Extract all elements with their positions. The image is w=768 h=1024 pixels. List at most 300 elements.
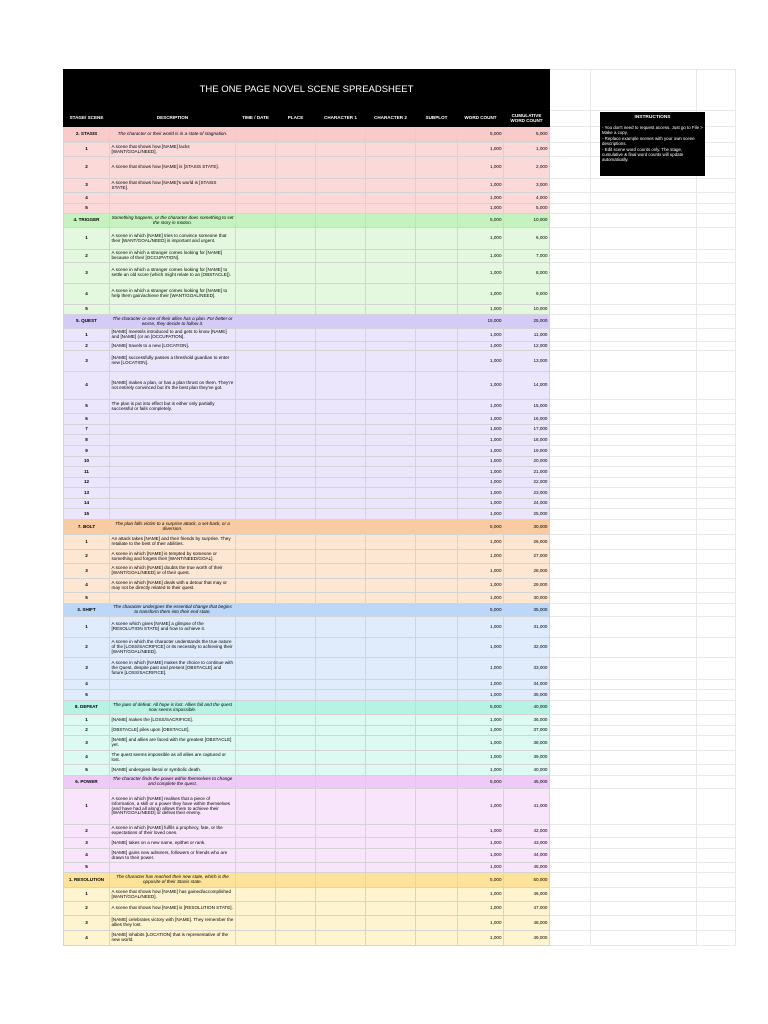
empty-cell[interactable] bbox=[697, 690, 736, 701]
empty-cell[interactable] bbox=[550, 916, 591, 931]
empty-cell[interactable] bbox=[697, 776, 736, 789]
character-1-cell[interactable] bbox=[316, 435, 366, 446]
subplot-cell[interactable] bbox=[416, 488, 458, 499]
word-count-cell[interactable]: 1,000 bbox=[458, 351, 504, 372]
subplot-cell[interactable] bbox=[416, 457, 458, 467]
cumulative-word-count-cell[interactable]: 26,000 bbox=[504, 535, 550, 550]
subplot-cell[interactable] bbox=[416, 789, 458, 825]
character-1-cell[interactable] bbox=[316, 765, 366, 776]
character-2-cell[interactable] bbox=[366, 179, 416, 193]
character-1-cell[interactable] bbox=[316, 825, 366, 838]
character-1-cell[interactable] bbox=[316, 789, 366, 825]
subplot-cell[interactable] bbox=[416, 776, 458, 789]
cumulative-word-count-cell[interactable]: 24,000 bbox=[504, 499, 550, 509]
time-date-cell[interactable] bbox=[236, 446, 276, 457]
time-date-cell[interactable] bbox=[236, 305, 276, 315]
cumulative-word-count-cell[interactable]: 10,000 bbox=[504, 214, 550, 228]
empty-cell[interactable] bbox=[591, 715, 697, 726]
subplot-cell[interactable] bbox=[416, 143, 458, 157]
empty-cell[interactable] bbox=[697, 617, 736, 638]
subplot-cell[interactable] bbox=[416, 372, 458, 400]
empty-cell[interactable] bbox=[591, 617, 697, 638]
place-cell[interactable] bbox=[276, 638, 316, 658]
empty-cell[interactable] bbox=[697, 305, 736, 315]
scene-number[interactable]: 2 bbox=[64, 342, 110, 351]
place-cell[interactable] bbox=[276, 315, 316, 329]
subplot-cell[interactable] bbox=[416, 579, 458, 593]
place-cell[interactable] bbox=[276, 658, 316, 680]
cumulative-word-count-cell[interactable]: 30,000 bbox=[504, 520, 550, 535]
character-1-cell[interactable] bbox=[316, 520, 366, 535]
empty-cell[interactable] bbox=[550, 425, 591, 435]
time-date-cell[interactable] bbox=[236, 193, 276, 204]
empty-cell[interactable] bbox=[550, 342, 591, 351]
place-cell[interactable] bbox=[276, 488, 316, 499]
column-header[interactable]: PLACE bbox=[276, 111, 316, 127]
description-cell[interactable]: [NAME] successfully passes a threshold guardian to enter new [LOCATION]. bbox=[110, 351, 236, 372]
subplot-cell[interactable] bbox=[416, 751, 458, 765]
description-cell[interactable]: A scene in which [NAME] tries to convince someone that their [WANT/GOAL/NEED] is important and urgent. bbox=[110, 228, 236, 250]
scene-number[interactable]: 2 bbox=[64, 902, 110, 916]
character-1-cell[interactable] bbox=[316, 680, 366, 690]
scene-number[interactable]: 2 bbox=[64, 726, 110, 736]
description-cell[interactable]: [NAME] gains new admirers, followers or friends who are drawn to their power. bbox=[110, 849, 236, 863]
empty-cell[interactable] bbox=[697, 535, 736, 550]
place-cell[interactable] bbox=[276, 715, 316, 726]
empty-cell[interactable] bbox=[550, 228, 591, 250]
character-1-cell[interactable] bbox=[316, 726, 366, 736]
cumulative-word-count-cell[interactable]: 5,000 bbox=[504, 127, 550, 143]
place-cell[interactable] bbox=[276, 873, 316, 888]
subplot-cell[interactable] bbox=[416, 193, 458, 204]
empty-cell[interactable] bbox=[591, 478, 697, 488]
cumulative-word-count-cell[interactable]: 7,000 bbox=[504, 250, 550, 263]
word-count-cell[interactable]: 1,000 bbox=[458, 425, 504, 435]
empty-cell[interactable] bbox=[550, 214, 591, 228]
time-date-cell[interactable] bbox=[236, 143, 276, 157]
character-2-cell[interactable] bbox=[366, 838, 416, 849]
cumulative-word-count-cell[interactable]: 4,000 bbox=[504, 193, 550, 204]
empty-cell[interactable] bbox=[550, 414, 591, 425]
empty-cell[interactable] bbox=[591, 305, 697, 315]
place-cell[interactable] bbox=[276, 838, 316, 849]
empty-cell[interactable] bbox=[697, 488, 736, 499]
empty-cell[interactable] bbox=[550, 179, 591, 193]
empty-cell[interactable] bbox=[591, 400, 697, 414]
empty-cell[interactable] bbox=[697, 916, 736, 931]
word-count-cell[interactable]: 1,000 bbox=[458, 680, 504, 690]
character-1-cell[interactable] bbox=[316, 916, 366, 931]
scene-number[interactable]: 4 bbox=[64, 193, 110, 204]
word-count-cell[interactable]: 1,000 bbox=[458, 789, 504, 825]
empty-cell[interactable] bbox=[697, 726, 736, 736]
place-cell[interactable] bbox=[276, 305, 316, 315]
character-1-cell[interactable] bbox=[316, 499, 366, 509]
empty-cell[interactable] bbox=[697, 715, 736, 726]
subplot-cell[interactable] bbox=[416, 902, 458, 916]
character-1-cell[interactable] bbox=[316, 736, 366, 751]
empty-cell[interactable] bbox=[591, 315, 697, 329]
scene-number[interactable]: 5 bbox=[64, 593, 110, 604]
character-1-cell[interactable] bbox=[316, 425, 366, 435]
word-count-cell[interactable]: 1,000 bbox=[458, 888, 504, 902]
empty-cell[interactable] bbox=[697, 902, 736, 916]
empty-cell[interactable] bbox=[697, 736, 736, 751]
place-cell[interactable] bbox=[276, 520, 316, 535]
description-cell[interactable] bbox=[110, 425, 236, 435]
character-2-cell[interactable] bbox=[366, 888, 416, 902]
empty-cell[interactable] bbox=[591, 351, 697, 372]
subplot-cell[interactable] bbox=[416, 680, 458, 690]
character-2-cell[interactable] bbox=[366, 690, 416, 701]
subplot-cell[interactable] bbox=[416, 736, 458, 751]
character-1-cell[interactable] bbox=[316, 888, 366, 902]
cumulative-word-count-cell[interactable]: 28,000 bbox=[504, 564, 550, 579]
subplot-cell[interactable] bbox=[416, 863, 458, 873]
cumulative-word-count-cell[interactable]: 44,000 bbox=[504, 849, 550, 863]
empty-cell[interactable] bbox=[591, 457, 697, 467]
word-count-cell[interactable]: 1,000 bbox=[458, 157, 504, 179]
description-cell[interactable]: The plan falls victim to a surprise attack, a set-back, or a diversion. bbox=[110, 520, 236, 535]
empty-cell[interactable] bbox=[697, 435, 736, 446]
place-cell[interactable] bbox=[276, 457, 316, 467]
time-date-cell[interactable] bbox=[236, 179, 276, 193]
place-cell[interactable] bbox=[276, 214, 316, 228]
time-date-cell[interactable] bbox=[236, 715, 276, 726]
character-1-cell[interactable] bbox=[316, 638, 366, 658]
empty-cell[interactable] bbox=[550, 680, 591, 690]
character-2-cell[interactable] bbox=[366, 263, 416, 284]
empty-cell[interactable] bbox=[591, 329, 697, 342]
description-cell[interactable] bbox=[110, 488, 236, 499]
cumulative-word-count-cell[interactable]: 31,000 bbox=[504, 617, 550, 638]
word-count-cell[interactable]: 1,000 bbox=[458, 499, 504, 509]
character-2-cell[interactable] bbox=[366, 214, 416, 228]
time-date-cell[interactable] bbox=[236, 825, 276, 838]
empty-cell[interactable] bbox=[697, 701, 736, 715]
character-1-cell[interactable] bbox=[316, 701, 366, 715]
scene-number[interactable]: 2 bbox=[64, 250, 110, 263]
empty-cell[interactable] bbox=[591, 863, 697, 873]
scene-number[interactable]: 4 bbox=[64, 284, 110, 305]
empty-cell[interactable] bbox=[591, 372, 697, 400]
character-1-cell[interactable] bbox=[316, 467, 366, 478]
character-2-cell[interactable] bbox=[366, 776, 416, 789]
character-1-cell[interactable] bbox=[316, 863, 366, 873]
empty-cell[interactable] bbox=[697, 863, 736, 873]
empty-cell[interactable] bbox=[591, 70, 697, 111]
scene-number[interactable]: 4 bbox=[64, 849, 110, 863]
word-count-cell[interactable]: 1,000 bbox=[458, 342, 504, 351]
character-2-cell[interactable] bbox=[366, 701, 416, 715]
cumulative-word-count-cell[interactable]: 34,000 bbox=[504, 680, 550, 690]
time-date-cell[interactable] bbox=[236, 372, 276, 400]
empty-cell[interactable] bbox=[550, 305, 591, 315]
scene-number[interactable]: 1 bbox=[64, 715, 110, 726]
character-2-cell[interactable] bbox=[366, 414, 416, 425]
empty-cell[interactable] bbox=[591, 849, 697, 863]
place-cell[interactable] bbox=[276, 604, 316, 617]
empty-cell[interactable] bbox=[697, 499, 736, 509]
scene-number[interactable]: 10 bbox=[64, 457, 110, 467]
subplot-cell[interactable] bbox=[416, 873, 458, 888]
description-cell[interactable] bbox=[110, 509, 236, 520]
character-2-cell[interactable] bbox=[366, 435, 416, 446]
cumulative-word-count-cell[interactable]: 33,000 bbox=[504, 658, 550, 680]
character-2-cell[interactable] bbox=[366, 228, 416, 250]
cumulative-word-count-cell[interactable]: 19,000 bbox=[504, 446, 550, 457]
word-count-cell[interactable]: 1,000 bbox=[458, 765, 504, 776]
empty-cell[interactable] bbox=[550, 535, 591, 550]
empty-cell[interactable] bbox=[591, 593, 697, 604]
empty-cell[interactable] bbox=[550, 143, 591, 157]
description-cell[interactable]: The character or their world is in a state of stagnation. bbox=[110, 127, 236, 143]
place-cell[interactable] bbox=[276, 550, 316, 564]
character-2-cell[interactable] bbox=[366, 751, 416, 765]
description-cell[interactable] bbox=[110, 499, 236, 509]
cumulative-word-count-cell[interactable]: 23,000 bbox=[504, 488, 550, 499]
cumulative-word-count-cell[interactable]: 18,000 bbox=[504, 435, 550, 446]
empty-cell[interactable] bbox=[550, 838, 591, 849]
subplot-cell[interactable] bbox=[416, 425, 458, 435]
empty-cell[interactable] bbox=[697, 425, 736, 435]
subplot-cell[interactable] bbox=[416, 931, 458, 946]
stage-label[interactable]: 7. BOLT bbox=[64, 520, 110, 535]
place-cell[interactable] bbox=[276, 849, 316, 863]
description-cell[interactable]: Something happens, or the character does something to set the story in motion. bbox=[110, 214, 236, 228]
subplot-cell[interactable] bbox=[416, 617, 458, 638]
scene-number[interactable]: 1 bbox=[64, 143, 110, 157]
cumulative-word-count-cell[interactable]: 35,000 bbox=[504, 690, 550, 701]
time-date-cell[interactable] bbox=[236, 478, 276, 488]
character-2-cell[interactable] bbox=[366, 765, 416, 776]
character-2-cell[interactable] bbox=[366, 488, 416, 499]
character-1-cell[interactable] bbox=[316, 776, 366, 789]
empty-cell[interactable] bbox=[697, 342, 736, 351]
empty-cell[interactable] bbox=[697, 751, 736, 765]
subplot-cell[interactable] bbox=[416, 520, 458, 535]
character-2-cell[interactable] bbox=[366, 593, 416, 604]
subplot-cell[interactable] bbox=[416, 400, 458, 414]
cumulative-word-count-cell[interactable]: 16,000 bbox=[504, 414, 550, 425]
empty-cell[interactable] bbox=[550, 70, 591, 111]
scene-number[interactable]: 3 bbox=[64, 351, 110, 372]
subplot-cell[interactable] bbox=[416, 228, 458, 250]
empty-cell[interactable] bbox=[697, 593, 736, 604]
character-2-cell[interactable] bbox=[366, 315, 416, 329]
place-cell[interactable] bbox=[276, 372, 316, 400]
scene-number[interactable]: 3 bbox=[64, 838, 110, 849]
empty-cell[interactable] bbox=[591, 873, 697, 888]
empty-cell[interactable] bbox=[550, 351, 591, 372]
stage-label[interactable]: 4. TRIGGER bbox=[64, 214, 110, 228]
time-date-cell[interactable] bbox=[236, 888, 276, 902]
character-2-cell[interactable] bbox=[366, 372, 416, 400]
subplot-cell[interactable] bbox=[416, 550, 458, 564]
word-count-cell[interactable]: 5,000 bbox=[458, 873, 504, 888]
empty-cell[interactable] bbox=[550, 564, 591, 579]
scene-number[interactable]: 5 bbox=[64, 690, 110, 701]
character-1-cell[interactable] bbox=[316, 838, 366, 849]
empty-cell[interactable] bbox=[550, 250, 591, 263]
empty-cell[interactable] bbox=[550, 193, 591, 204]
scene-number[interactable]: 9 bbox=[64, 446, 110, 457]
subplot-cell[interactable] bbox=[416, 305, 458, 315]
word-count-cell[interactable]: 1,000 bbox=[458, 849, 504, 863]
cumulative-word-count-cell[interactable]: 38,000 bbox=[504, 736, 550, 751]
place-cell[interactable] bbox=[276, 751, 316, 765]
empty-cell[interactable] bbox=[550, 400, 591, 414]
character-2-cell[interactable] bbox=[366, 250, 416, 263]
word-count-cell[interactable]: 1,000 bbox=[458, 715, 504, 726]
empty-cell[interactable] bbox=[591, 204, 697, 214]
place-cell[interactable] bbox=[276, 157, 316, 179]
character-2-cell[interactable] bbox=[366, 351, 416, 372]
character-2-cell[interactable] bbox=[366, 736, 416, 751]
subplot-cell[interactable] bbox=[416, 315, 458, 329]
empty-cell[interactable] bbox=[591, 736, 697, 751]
subplot-cell[interactable] bbox=[416, 638, 458, 658]
empty-cell[interactable] bbox=[591, 435, 697, 446]
empty-cell[interactable] bbox=[550, 509, 591, 520]
time-date-cell[interactable] bbox=[236, 425, 276, 435]
description-cell[interactable]: The plan is put into effect but is either only partially successful or fails completely. bbox=[110, 400, 236, 414]
cumulative-word-count-cell[interactable]: 32,000 bbox=[504, 638, 550, 658]
word-count-cell[interactable]: 1,000 bbox=[458, 193, 504, 204]
character-1-cell[interactable] bbox=[316, 143, 366, 157]
character-2-cell[interactable] bbox=[366, 478, 416, 488]
character-2-cell[interactable] bbox=[366, 143, 416, 157]
subplot-cell[interactable] bbox=[416, 351, 458, 372]
empty-cell[interactable] bbox=[697, 825, 736, 838]
description-cell[interactable] bbox=[110, 457, 236, 467]
description-cell[interactable] bbox=[110, 204, 236, 214]
place-cell[interactable] bbox=[276, 478, 316, 488]
character-1-cell[interactable] bbox=[316, 250, 366, 263]
empty-cell[interactable] bbox=[550, 329, 591, 342]
empty-cell[interactable] bbox=[591, 789, 697, 825]
empty-cell[interactable] bbox=[591, 520, 697, 535]
character-2-cell[interactable] bbox=[366, 157, 416, 179]
character-1-cell[interactable] bbox=[316, 157, 366, 179]
description-cell[interactable]: A scene in which a stranger comes looking for [NAME] to settle an old score (which might relate to an [OBSTACLE]). bbox=[110, 263, 236, 284]
word-count-cell[interactable]: 5,000 bbox=[458, 604, 504, 617]
word-count-cell[interactable]: 1,000 bbox=[458, 263, 504, 284]
time-date-cell[interactable] bbox=[236, 204, 276, 214]
empty-cell[interactable] bbox=[697, 70, 736, 111]
cumulative-word-count-cell[interactable]: 13,000 bbox=[504, 351, 550, 372]
time-date-cell[interactable] bbox=[236, 564, 276, 579]
word-count-cell[interactable]: 15,000 bbox=[458, 315, 504, 329]
empty-cell[interactable] bbox=[550, 550, 591, 564]
empty-cell[interactable] bbox=[550, 157, 591, 179]
empty-cell[interactable] bbox=[550, 284, 591, 305]
empty-cell[interactable] bbox=[550, 789, 591, 825]
character-2-cell[interactable] bbox=[366, 457, 416, 467]
cumulative-word-count-cell[interactable]: 29,000 bbox=[504, 579, 550, 593]
cumulative-word-count-cell[interactable]: 30,000 bbox=[504, 593, 550, 604]
empty-cell[interactable] bbox=[550, 604, 591, 617]
empty-cell[interactable] bbox=[697, 457, 736, 467]
character-2-cell[interactable] bbox=[366, 400, 416, 414]
subplot-cell[interactable] bbox=[416, 284, 458, 305]
place-cell[interactable] bbox=[276, 351, 316, 372]
description-cell[interactable]: The character undergoes the essential change that begins to transform them into their end state. bbox=[110, 604, 236, 617]
character-1-cell[interactable] bbox=[316, 564, 366, 579]
subplot-cell[interactable] bbox=[416, 916, 458, 931]
time-date-cell[interactable] bbox=[236, 467, 276, 478]
character-2-cell[interactable] bbox=[366, 425, 416, 435]
empty-cell[interactable] bbox=[697, 214, 736, 228]
scene-number[interactable]: 6 bbox=[64, 414, 110, 425]
empty-cell[interactable] bbox=[550, 204, 591, 214]
character-1-cell[interactable] bbox=[316, 329, 366, 342]
empty-cell[interactable] bbox=[550, 372, 591, 400]
character-1-cell[interactable] bbox=[316, 446, 366, 457]
time-date-cell[interactable] bbox=[236, 751, 276, 765]
cumulative-word-count-cell[interactable]: 17,000 bbox=[504, 425, 550, 435]
place-cell[interactable] bbox=[276, 143, 316, 157]
cumulative-word-count-cell[interactable]: 12,000 bbox=[504, 342, 550, 351]
word-count-cell[interactable]: 1,000 bbox=[458, 284, 504, 305]
character-2-cell[interactable] bbox=[366, 284, 416, 305]
cumulative-word-count-cell[interactable]: 49,000 bbox=[504, 931, 550, 946]
word-count-cell[interactable]: 1,000 bbox=[458, 457, 504, 467]
character-2-cell[interactable] bbox=[366, 604, 416, 617]
scene-number[interactable]: 2 bbox=[64, 825, 110, 838]
subplot-cell[interactable] bbox=[416, 701, 458, 715]
empty-cell[interactable] bbox=[591, 931, 697, 946]
place-cell[interactable] bbox=[276, 701, 316, 715]
empty-cell[interactable] bbox=[697, 658, 736, 680]
word-count-cell[interactable]: 1,000 bbox=[458, 488, 504, 499]
subplot-cell[interactable] bbox=[416, 157, 458, 179]
empty-cell[interactable] bbox=[591, 250, 697, 263]
character-2-cell[interactable] bbox=[366, 715, 416, 726]
character-1-cell[interactable] bbox=[316, 284, 366, 305]
character-1-cell[interactable] bbox=[316, 550, 366, 564]
description-cell[interactable] bbox=[110, 467, 236, 478]
character-2-cell[interactable] bbox=[366, 902, 416, 916]
column-header[interactable]: CHARACTER 1 bbox=[316, 111, 366, 127]
subplot-cell[interactable] bbox=[416, 715, 458, 726]
empty-cell[interactable] bbox=[697, 765, 736, 776]
time-date-cell[interactable] bbox=[236, 457, 276, 467]
empty-cell[interactable] bbox=[697, 228, 736, 250]
word-count-cell[interactable]: 5,000 bbox=[458, 520, 504, 535]
time-date-cell[interactable] bbox=[236, 931, 276, 946]
character-1-cell[interactable] bbox=[316, 617, 366, 638]
time-date-cell[interactable] bbox=[236, 617, 276, 638]
empty-cell[interactable] bbox=[550, 726, 591, 736]
scene-number[interactable]: 15 bbox=[64, 509, 110, 520]
empty-cell[interactable] bbox=[591, 509, 697, 520]
empty-cell[interactable] bbox=[550, 658, 591, 680]
character-2-cell[interactable] bbox=[366, 305, 416, 315]
subplot-cell[interactable] bbox=[416, 467, 458, 478]
subplot-cell[interactable] bbox=[416, 509, 458, 520]
time-date-cell[interactable] bbox=[236, 351, 276, 372]
character-1-cell[interactable] bbox=[316, 873, 366, 888]
word-count-cell[interactable]: 1,000 bbox=[458, 593, 504, 604]
empty-cell[interactable] bbox=[550, 765, 591, 776]
column-header[interactable]: TIME / DATE bbox=[236, 111, 276, 127]
scene-number[interactable]: 1 bbox=[64, 888, 110, 902]
character-1-cell[interactable] bbox=[316, 179, 366, 193]
place-cell[interactable] bbox=[276, 204, 316, 214]
empty-cell[interactable] bbox=[591, 564, 697, 579]
cumulative-word-count-cell[interactable]: 20,000 bbox=[504, 457, 550, 467]
